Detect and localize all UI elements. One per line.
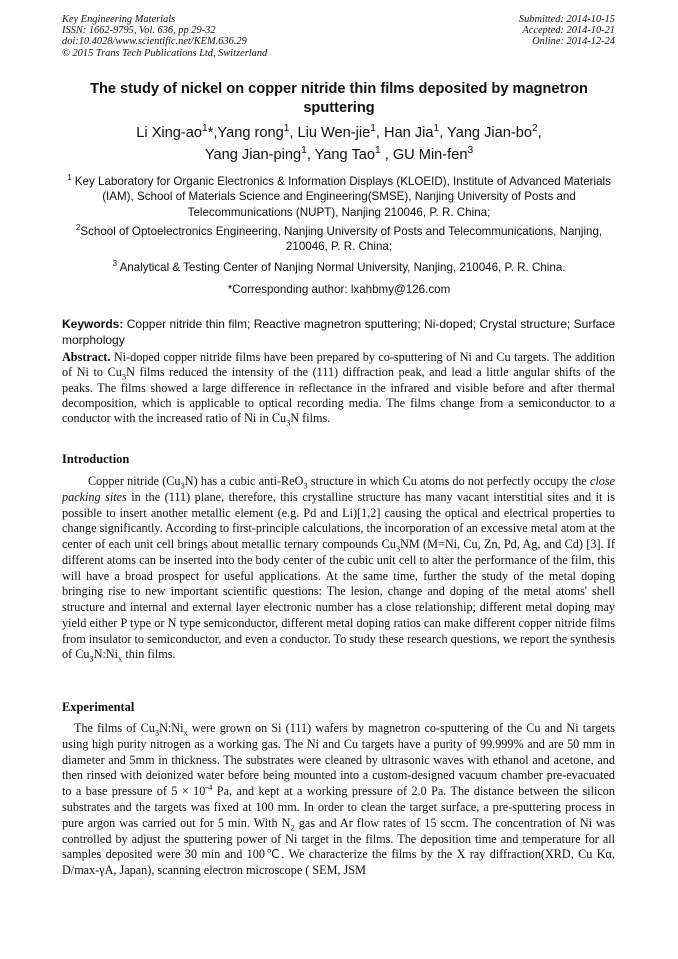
subscript: x — [183, 727, 188, 738]
author-affil-mark: 2 — [531, 123, 538, 135]
affil-text: Analytical & Testing Center of Nanjing Normal University, Nanjing, 210046, P. R. China. — [116, 261, 566, 274]
author-star: * — [207, 125, 214, 141]
corresponding-author: *Corresponding author: lxahbmy@126.com — [227, 283, 451, 296]
author-affil-mark: 1 — [283, 123, 290, 135]
body-text: NM (M=Ni, Cu, Zn, Pd, Ag, and Cd) [3]. If different atoms can be inserted into the body center of the cubic unit cell to alter the performance of the film, this will have a broad prospect for useful applications. At the same time, further the study of the metal doping bringing rise to new important scientific questions: The lesion, change and doping of the metal atoms' shell structure and internal and external layer electronic number has a close relationship; different metal doping may yield either P type or N type semiconductor, different metal doping ratios can make different copper nitride films from insulator to semiconductor, and even a conductor. To study these research questions, we report the synthesis of Cu — [62, 537, 615, 662]
subscript: 3 — [154, 727, 160, 738]
doi-line: doi:10.4028/www.scientific.net/KEM.636.29 — [62, 36, 247, 48]
abstract-text: N films. — [290, 411, 331, 426]
body-text: in the (111) plane, therefore, this crystalline structure has many vacant interstitial sites and it is possible to insert another metallic element (e.g. Pd and Li)[1,2] causing the optical and electrical properties to change significantly. According to first-principle calculations, the incorporation of an excessive metal atom at the center of each unit cell brings about metallic ternary compounds Cu — [62, 489, 615, 551]
keywords-label: Keywords: — [62, 317, 124, 331]
author-name: , GU Min-fen — [380, 147, 468, 163]
subscript: 3 — [303, 480, 308, 491]
submitted-date: Submitted: 2014-10-15 — [518, 14, 615, 25]
online-date: Online: 2014-12-24 — [532, 36, 615, 48]
affil-number: 2 — [75, 223, 81, 233]
abstract-text: Ni-doped copper nitride films have been prepared by co-sputtering of Ni and Cu targets. The addition of Ni to Cu — [62, 350, 615, 380]
journal-header-left — [62, 14, 267, 59]
subscript: x — [118, 653, 123, 664]
affiliation-3 — [60, 260, 618, 275]
author-name: , Yang Tao — [306, 147, 375, 163]
author-affil-mark: 1 — [374, 145, 381, 157]
author-name: , Liu Wen-jie — [289, 125, 371, 141]
subscript: 3 — [180, 480, 185, 491]
abstract — [62, 350, 615, 426]
abstract-text: N films reduced the intensity of the (111) diffraction peak, and lead a little angular shifts of the peaks. The films showed a large difference in reflectance in the infrared and visible before and after thermal decomposition, which is applicable to optical recording media. The films change from a semiconductor to a conductor with the increased ratio of Ni in Cu — [62, 365, 616, 426]
subscript: 3 — [89, 653, 94, 664]
body-text: structure in which Cu atoms do not perfectly occupy the — [307, 474, 590, 488]
body-text: gas and Ar flow rates of 15 sccm. The concentration of Ni was controlled by adjust the sputtering power of Ni target in the films. The deposition time and temperature for all samples deposited were 30 min and 100℃. We characterize the films by the X ray diffraction(XRD, Cu Kα, D/max-γA, Japan), scanning electron microscope ( SEM, JSM — [62, 815, 615, 878]
body-text: N:Ni — [159, 721, 184, 735]
affil-text: School of Optoelectronics Engineering, Nanjing University of Posts and Telecommunications, Nanjing, 210046, P. R. China; — [80, 225, 603, 254]
emphasis-text: close packing sites — [62, 474, 615, 504]
accepted-date: Accepted: 2014-10-21 — [522, 25, 615, 37]
keywords — [62, 317, 615, 348]
subscript: 3 — [121, 371, 127, 382]
subscript: 2 — [290, 822, 295, 833]
affil-number: 3 — [112, 259, 117, 269]
affil-number: 1 — [67, 173, 72, 183]
body-text: were grown on Si (111) wafers by magnetron co-sputtering of the Cu and Ni targets using high purity nitrogen as a working gas. The Ni and Cu targets have a purity of 99.999% and are 50 mm in diameter and 5mm in thickness. The substrates were cleaned by ultrasonic waves with ethanol and acetone, and then rinsed with deionized water before being mounted into a custom-designed vacuum chamber pre-evacuated to a base pressure of 5 × 10 — [62, 721, 615, 799]
subscript: 3 — [395, 543, 401, 554]
author-affil-mark: 1 — [202, 123, 208, 135]
author-affil-mark: 1 — [370, 123, 376, 135]
affil-text: Key Laboratory for Organic Electronics & Information Displays (KLOEID), Institute of Advanced Materials (IAM), School of Materials Science and Engineering(SMSE), Nanjing University of Posts and Telecommunications (NUPT), Nanjing 210046, P. R. China; — [71, 175, 611, 219]
author-name: Yang Jian-ping — [204, 147, 302, 163]
superscript: -4 — [205, 782, 213, 793]
experimental-heading: Experimental — [62, 700, 135, 714]
author-affil-mark: 1 — [433, 123, 440, 135]
affiliation-2 — [60, 224, 618, 255]
paper-title: The study of nickel on copper nitride thin films deposited by magnetron sputtering — [90, 81, 588, 116]
introduction-heading: Introduction — [62, 452, 130, 466]
introduction-paragraph — [62, 474, 615, 663]
body-text: Pa, and kept at a working pressure of 2.0 Pa. The distance between the silicon substrates and the targets was fixed at 100 mm. In order to clean the target surface, a pre-sputtering process in pure argon was carried out for 5 min. With N — [62, 784, 615, 830]
author-name: ,Yang rong — [213, 125, 284, 141]
affiliation-1 — [60, 174, 618, 220]
journal-name: Key Engineering Materials — [62, 14, 176, 25]
author-name: , Yang Jian-bo — [439, 125, 532, 141]
author-name: Li Xing-ao — [136, 125, 202, 141]
body-text: thin films. — [122, 647, 176, 662]
journal-header-right — [519, 14, 615, 48]
author-list — [60, 122, 618, 166]
author-name: , Han Jia — [375, 125, 434, 141]
author-separator: , — [537, 125, 542, 141]
body-text: N) has a cubic anti-ReO — [184, 474, 304, 488]
author-affil-mark: 3 — [467, 145, 474, 157]
abstract-label: Abstract. — [62, 350, 111, 364]
issn-line: ISSN: 1662-9795, Vol. 636, pp 29-32 — [62, 25, 216, 37]
experimental-paragraph — [62, 721, 615, 879]
keywords-text: Copper nitride thin film; Reactive magnetron sputtering; Ni-doped; Crystal structure; Surface morphology — [62, 317, 615, 347]
body-text: The films of Cu — [74, 721, 155, 735]
copyright-line: © 2015 Trans Tech Publications Ltd, Switzerland — [62, 47, 268, 59]
body-text: N:Ni — [93, 647, 119, 662]
author-affil-mark: 1 — [301, 145, 307, 157]
subscript: 3 — [286, 417, 291, 428]
body-text: Copper nitride (Cu — [88, 474, 181, 488]
